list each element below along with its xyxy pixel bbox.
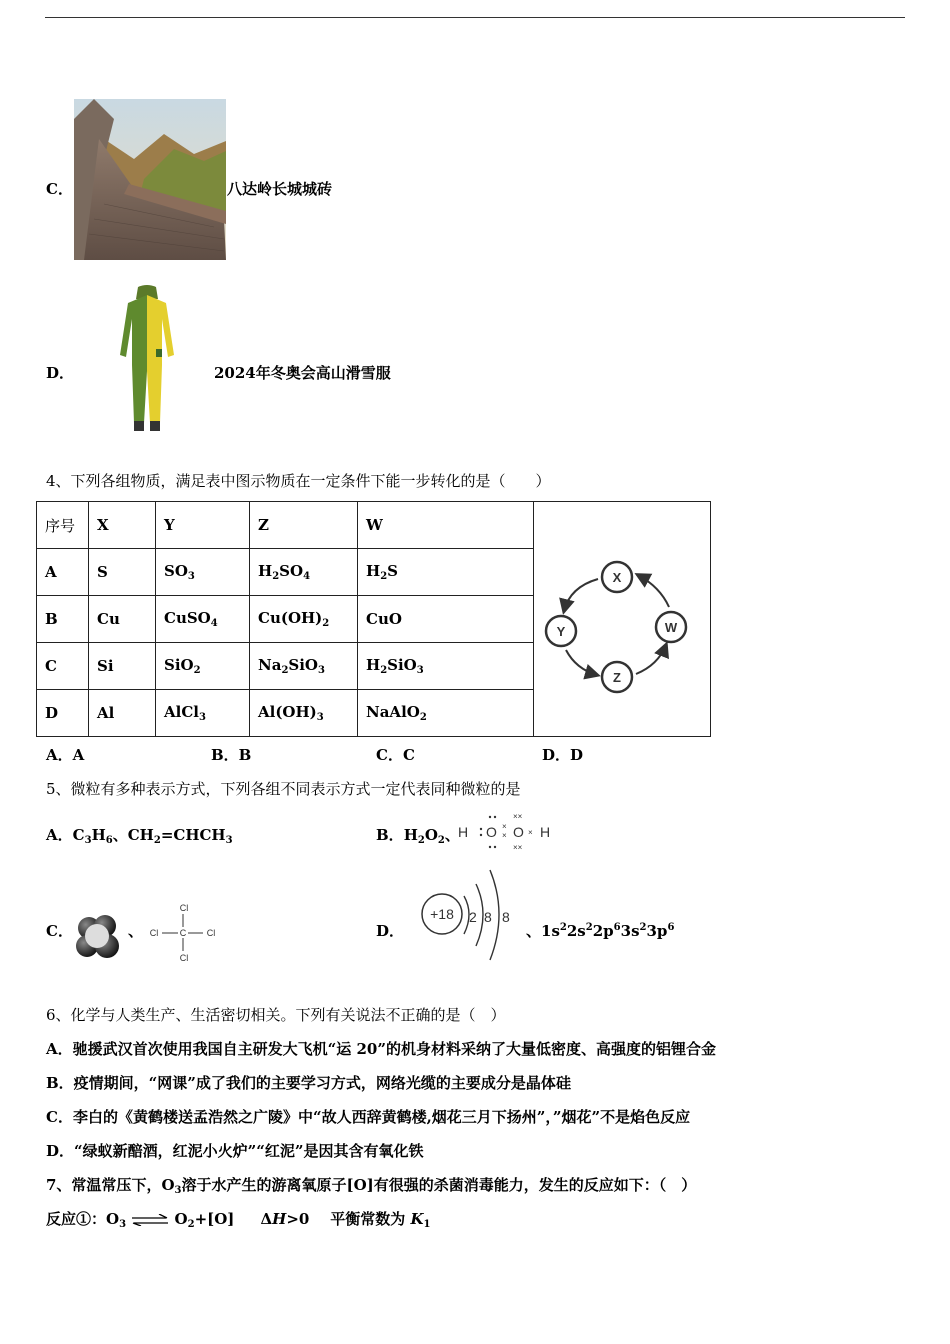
node-z: Z: [613, 670, 621, 685]
row-id: C: [37, 643, 89, 690]
cell-z: $Na_2SiO_3$: [250, 643, 358, 690]
nucleus-charge: +18: [430, 906, 454, 922]
row-id: D: [37, 690, 89, 737]
header-cell: Z: [250, 502, 358, 549]
cell-x: Si: [89, 643, 156, 690]
cell-x: Cu: [89, 596, 156, 643]
argon-atomic-structure: [418, 866, 518, 962]
q4-option-d[interactable]: D．D: [542, 746, 584, 764]
option-d-label: D．: [46, 364, 75, 382]
option-c-text: 八达岭长城城砖: [227, 180, 333, 198]
cell-z: $Al(OH)_3$: [250, 690, 358, 737]
q7-stem: 7、常温常压下，$O_3$溶于水产生的游离氧原子[O]有很强的杀菌消毒能力，发生的反应如下：（ ）: [46, 1176, 697, 1196]
row-id: A: [37, 549, 89, 596]
q4-stem: 4、下列各组物质，满足表中图示物质在一定条件下能一步转化的是（ ）: [46, 472, 551, 490]
cell-y: AlCl$_3$: [156, 690, 250, 737]
cycle-diagram: [534, 502, 711, 737]
space-filling-model: [75, 914, 125, 960]
atom-cl: Cl: [179, 953, 189, 963]
cell-y: SiO$_2$: [156, 643, 250, 690]
q6-option-d[interactable]: D．“绿蚁新醅酒，红泥小火炉”“红泥”是因其含有氧化铁: [46, 1142, 424, 1160]
cell-z: $H_2SO_4$: [250, 549, 358, 596]
q5-stem: 5、微粒有多种表示方式，下列各组不同表示方式一定代表同种微粒的是: [46, 780, 521, 798]
header-cell: X: [89, 502, 156, 549]
shell-electrons: 8: [484, 909, 492, 925]
atom-cl: Cl: [149, 928, 159, 938]
cell-x: S: [89, 549, 156, 596]
shell-electrons: 2: [469, 909, 477, 925]
q4-table: [36, 501, 711, 737]
q5-option-d-config: 、$1s^22s^22p^63s^23p^6$: [526, 922, 675, 940]
cell-y: CuSO$_4$: [156, 596, 250, 643]
shell-electrons: 8: [502, 909, 510, 925]
node-w: W: [664, 620, 678, 635]
q4-option-b[interactable]: B．B: [211, 746, 252, 764]
equilibrium-arrow-icon: [131, 1214, 169, 1226]
header-rule: [45, 17, 905, 18]
table-row: [37, 502, 711, 549]
svg-text:××: ××: [513, 812, 523, 821]
svg-text:×: ×: [528, 828, 533, 837]
atom-cl: Cl: [179, 903, 189, 913]
xyzw-cycle: [534, 537, 710, 697]
node-x: X: [612, 570, 622, 585]
ccl4-structural-formula: [145, 900, 220, 966]
atom-o: O: [486, 824, 497, 840]
q6-option-b[interactable]: B．疫情期间，“网课”成了我们的主要学习方式，网络光缆的主要成分是晶体硅: [46, 1074, 571, 1092]
great-wall-photo: [74, 99, 226, 260]
q4-option-c[interactable]: C．C: [376, 746, 415, 764]
cell-w: $H_2S$: [358, 549, 534, 596]
q5-option-c-label[interactable]: C．: [46, 922, 73, 940]
cell-x: Al: [89, 690, 156, 737]
q7-reaction-1: 反应①：$O_3$ $O_2+[O]$ ΔH>0 平衡常数为 $K_1$: [46, 1210, 431, 1230]
h2o2-electron-formula: [456, 812, 556, 852]
cell-y: $SO_3$: [156, 549, 250, 596]
node-y: Y: [556, 624, 566, 639]
cell-z: $Cu(OH)_2$: [250, 596, 358, 643]
cell-w: $H_2SiO_3$: [358, 643, 534, 690]
header-cell: W: [358, 502, 534, 549]
q5-option-b[interactable]: B．$H_2O_2$、: [376, 826, 460, 846]
header-cell: Y: [156, 502, 250, 549]
atom-h: H: [458, 824, 469, 840]
atom-c: C: [179, 928, 187, 938]
q4-option-a[interactable]: A．A: [46, 746, 85, 764]
q6-option-c[interactable]: C．李白的《黄鹤楼送孟浩然之广陵》中“故人西辞黄鹤楼,烟花三月下扬州”，”烟花”不是焰色反应: [46, 1108, 691, 1126]
svg-text:××: ××: [513, 843, 523, 852]
atom-o: O: [513, 824, 524, 840]
q6-option-a[interactable]: A．驰援武汉首次使用我国自主研发大飞机“运 20”的机身材料采纳了大量低密度、高强度的铝锂合金: [46, 1040, 716, 1058]
svg-text:×: ×: [502, 831, 507, 840]
q5-option-a[interactable]: A．$C_3H_6$、$CH_2=CHCH_3$: [46, 826, 233, 846]
atom-h: H: [540, 824, 551, 840]
ski-suit-image: [118, 285, 176, 433]
q6-stem: 6、化学与人类生产、生活密切相关。下列有关说法不正确的是（ ）: [46, 1006, 506, 1024]
option-c-label: C．: [46, 180, 73, 198]
cell-w: NaAlO$_2$: [358, 690, 534, 737]
header-cell: 序号: [37, 502, 89, 549]
option-d-text: 2024年冬奥会高山滑雪服: [214, 364, 391, 382]
separator: 、: [128, 922, 144, 940]
cell-w: CuO: [358, 596, 534, 643]
row-id: B: [37, 596, 89, 643]
svg-text:×: ×: [502, 822, 507, 831]
q5-option-d-label[interactable]: D．: [376, 922, 405, 940]
atom-cl: Cl: [206, 928, 216, 938]
